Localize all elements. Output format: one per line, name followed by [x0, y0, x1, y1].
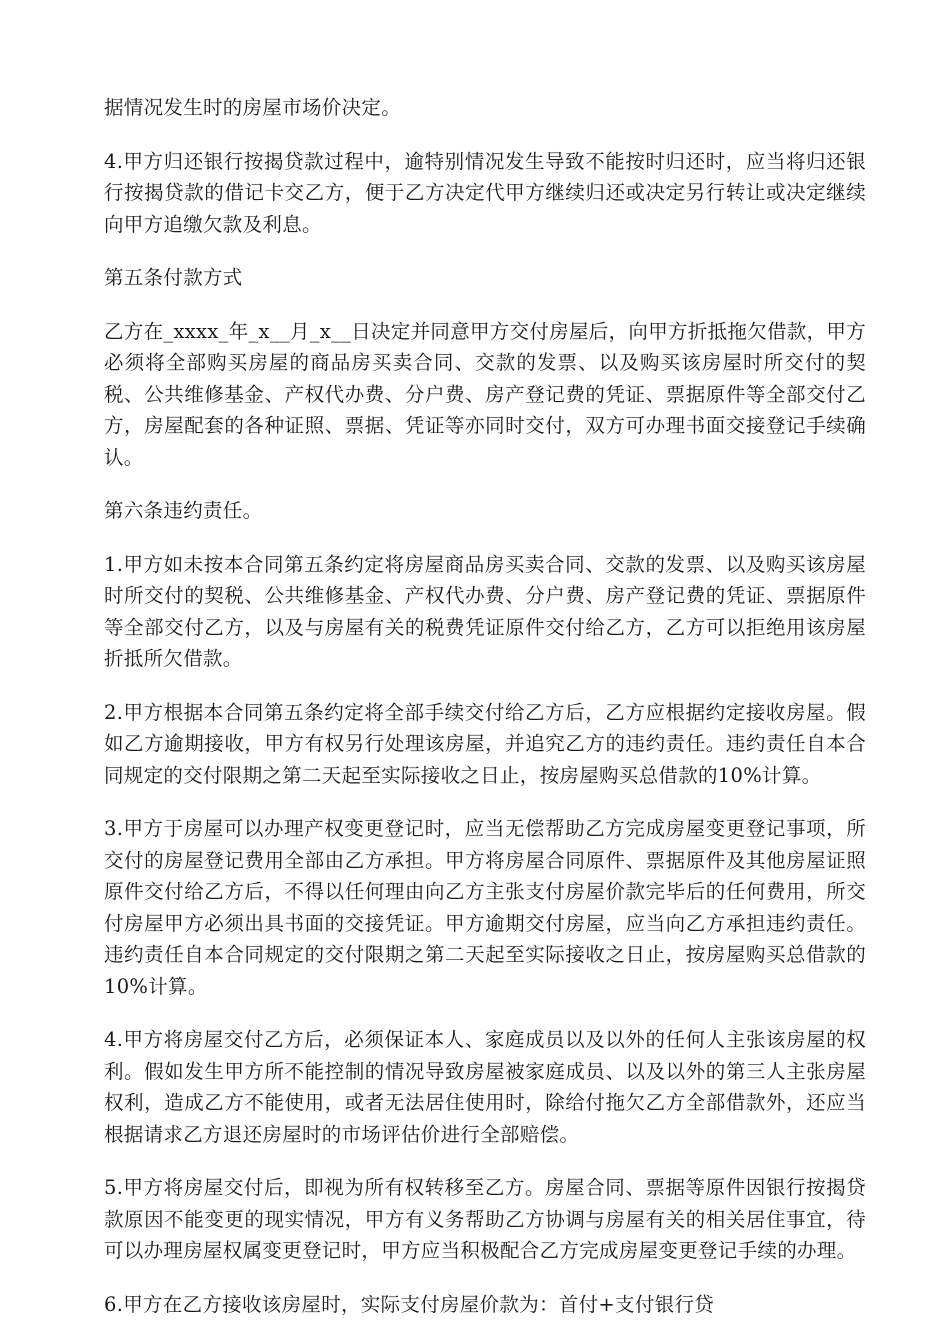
paragraph-breach-clause-4: 4.甲方将房屋交付乙方后，必须保证本人、家庭成员以及以外的任何人主张该房屋的权利。假如发生甲方所不能控制的情况导致房屋被家庭成员、以及以外的第三人主张房屋权利，造成乙方不能使用，或者无法居住使用时，除给付拖欠乙方全部借款外，还应当根据请求乙方退还房屋时的市场评估价进行全部赔偿。	[104, 1028, 866, 1146]
paragraph-clause-4-loan-repayment: 4.甲方归还银行按揭贷款过程中，逾特别情况发生导致不能按时归还时，应当将归还银行按揭贷款的借记卡交乙方，便于乙方决定代甲方继续归还或决定另行转让或决定继续向甲方追缴欠款及利息。	[104, 149, 866, 236]
document-body	[104, 92, 866, 1342]
paragraph-breach-clause-6: 6.甲方在乙方接收该房屋时，实际支付房屋价款为：首付+支付银行贷	[104, 1292, 715, 1316]
paragraph-payment-method: 乙方在_xxxx_年_x__月_x__日决定并同意甲方交付房屋后，向甲方折抵拖欠借款，甲方必须将全部购买房屋的商品房买卖合同、交款的发票、以及购买该房屋时所交付的契税、公共维修基金、产权代办费、分户费、房产登记费的凭证、票据原件等全部交付乙方，房屋配套的各种证照、票据、凭证等亦同时交付，双方可办理书面交接登记手续确认。	[104, 319, 866, 469]
section-heading-article-5: 第五条付款方式	[104, 266, 243, 289]
paragraph-breach-clause-5: 5.甲方将房屋交付后，即视为所有权转移至乙方。房屋合同、票据等原件因银行按揭贷款原因不能变更的现实情况，甲方有义务帮助乙方协调与房屋有关的相关居住事宜，待可以办理房屋权属变更登记时，甲方应当积极配合乙方完成房屋变更登记手续的办理。	[104, 1176, 866, 1262]
paragraph-breach-clause-1: 1.甲方如未按本合同第五条约定将房屋商品房买卖合同、交款的发票、以及购买该房屋时所交付的契税、公共维修基金、产权代办费、分户费、房产登记费的凭证、票据原件等全部交付乙方，以及与房屋有关的税费凭证原件交付给乙方，乙方可以拒绝用该房屋折抵所欠借款。	[104, 552, 866, 670]
paragraph-breach-clause-2: 2.甲方根据本合同第五条约定将全部手续交付给乙方后，乙方应根据约定接收房屋。假如乙方逾期接收，甲方有权另行处理该房屋，并追究乙方的违约责任。违约责任自本合同规定的交付限期之第二天起至实际接收之日止，按房屋购买总借款的10%计算。	[104, 700, 866, 787]
section-heading-article-6: 第六条违约责任。	[104, 499, 263, 522]
paragraph-market-price: 据情况发生时的房屋市场价决定。	[104, 96, 402, 119]
paragraph-breach-clause-3: 3.甲方于房屋可以办理产权变更登记时，应当无偿帮助乙方完成房屋变更登记事项，所交付的房屋登记费用全部由乙方承担。甲方将房屋合同原件、票据原件及其他房屋证照原件交付给乙方后，不得以任何理由向乙方主张支付房屋价款完毕后的任何费用，所交付房屋甲方必须出具书面的交接凭证。甲方逾期交付房屋，应当向乙方承担违约责任。违约责任自本合同规定的交付限期之第二天起至实际接收之日止，按房屋购买总借款的10%计算。	[104, 817, 866, 998]
